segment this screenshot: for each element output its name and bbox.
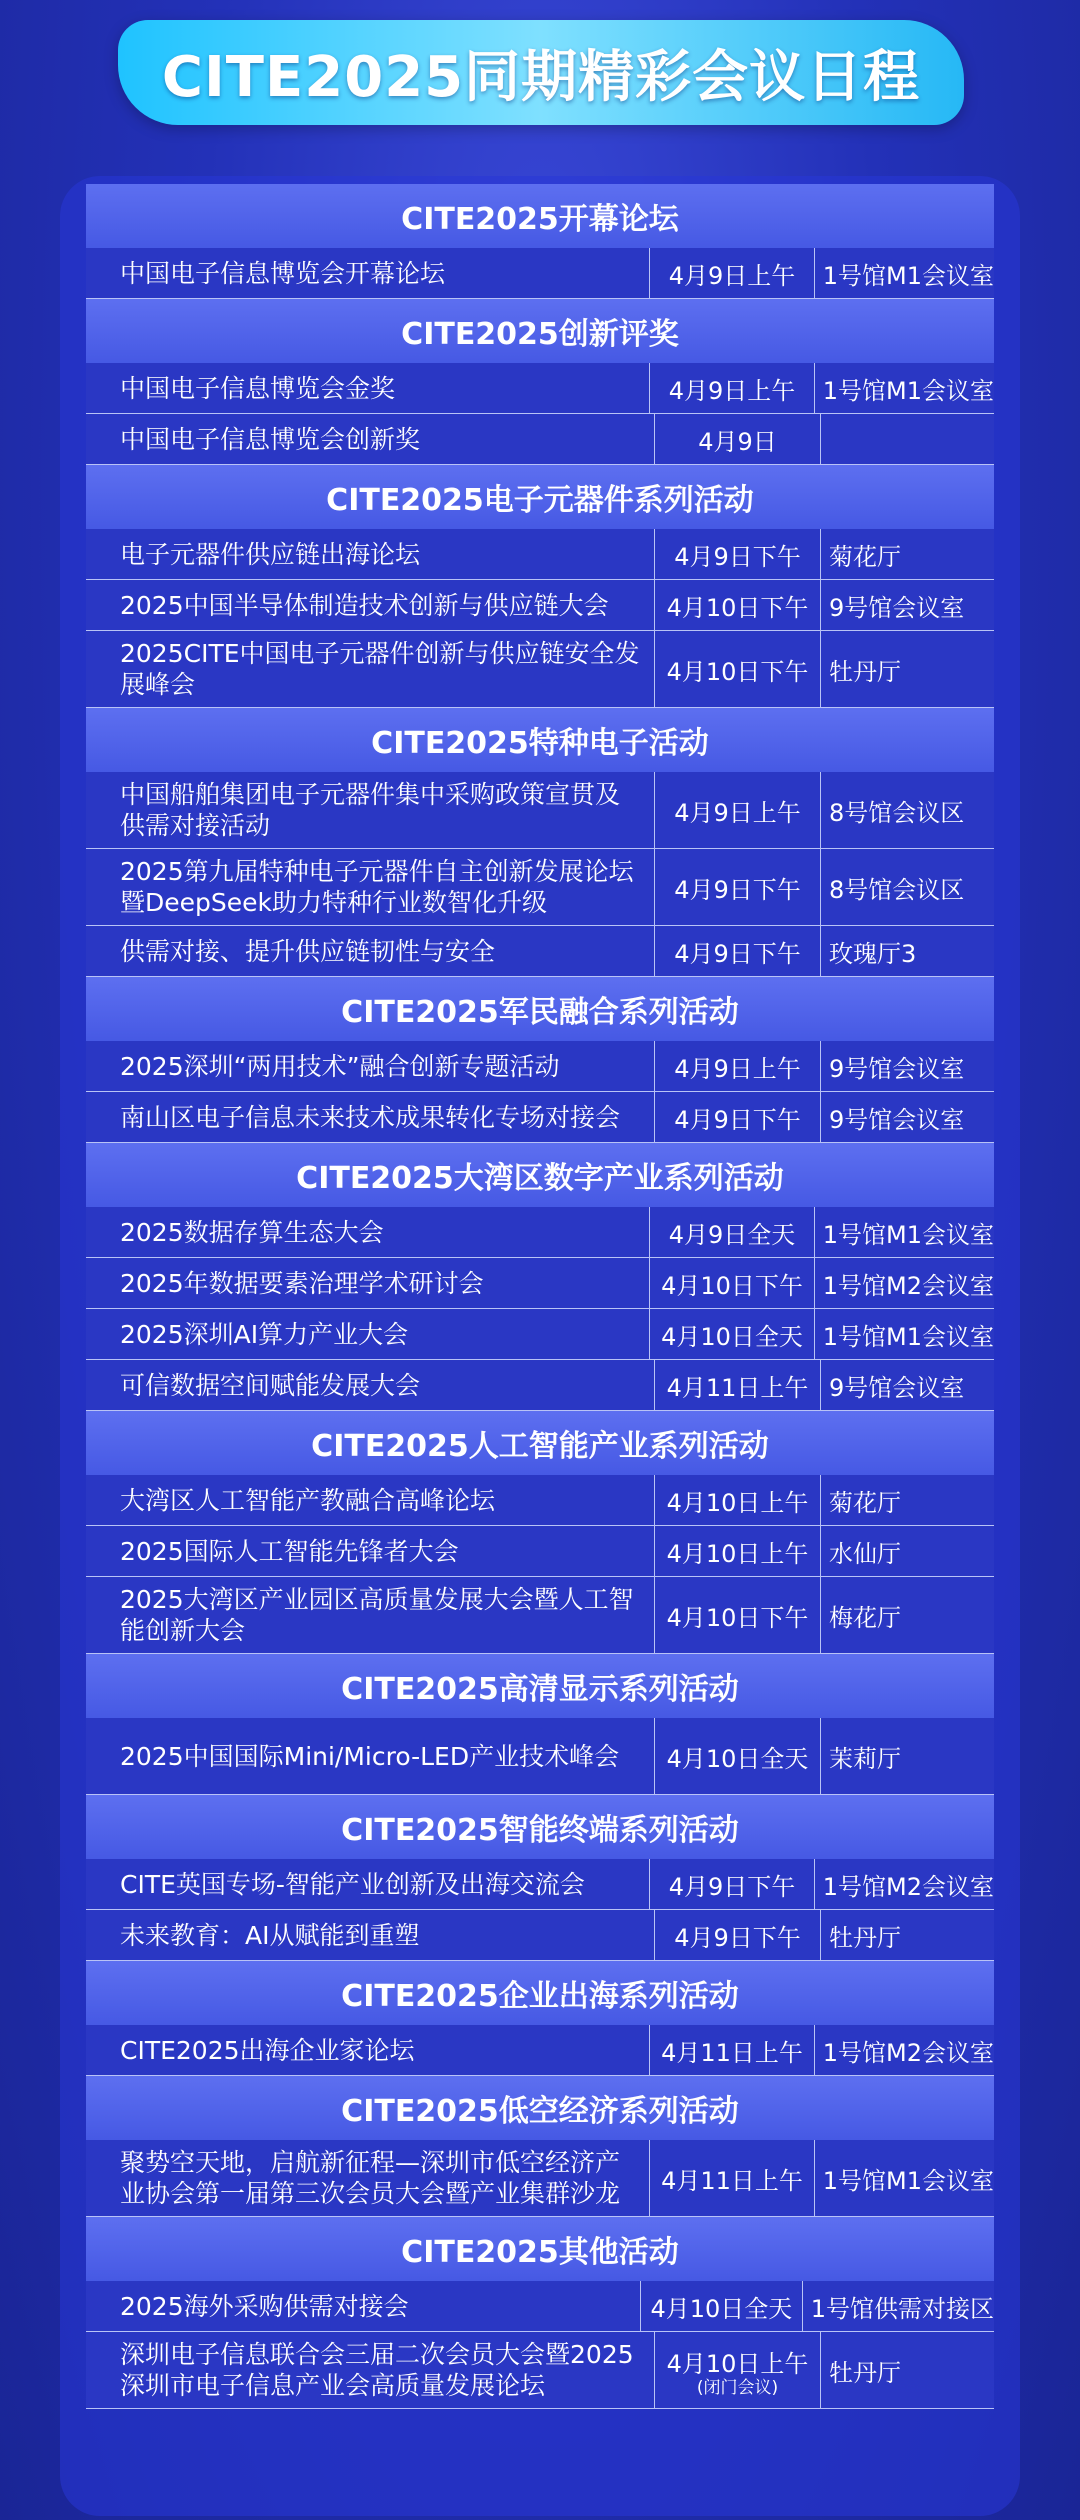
event-name: 2025国际人工智能先锋者大会 <box>120 1536 459 1566</box>
schedule-row <box>86 363 994 414</box>
event-venue: 9号馆会议室 <box>820 1092 994 1142</box>
event-date <box>649 2140 814 2216</box>
section-title: CITE2025其他活动 <box>86 2217 994 2281</box>
event-date-note: (闭门会议) <box>696 2377 779 2398</box>
schedule-row <box>86 248 994 299</box>
event-date <box>654 926 820 976</box>
event-venue: 1号馆M1会议室 <box>814 2140 994 2216</box>
event-venue: 8号馆会议区 <box>820 849 994 925</box>
event-name: 2025海外采购供需对接会 <box>120 2291 409 2321</box>
event-venue: 玫瑰厅3 <box>820 926 994 976</box>
event-date-text: 4月10日上午 <box>666 2349 809 2378</box>
event-name: CITE2025出海企业家论坛 <box>120 2035 415 2065</box>
schedule-row <box>86 631 994 708</box>
event-date <box>654 849 820 925</box>
event-venue: 菊花厅 <box>820 529 994 579</box>
event-date <box>649 2025 814 2075</box>
schedule-row <box>86 1041 994 1092</box>
schedule-row <box>86 1859 994 1910</box>
event-date <box>649 1258 814 1308</box>
schedule-row <box>86 529 994 580</box>
event-date <box>649 1207 814 1257</box>
event-date <box>654 1910 820 1960</box>
event-venue: 1号馆M2会议室 <box>814 1859 994 1909</box>
event-venue: 梅花厅 <box>820 1577 994 1653</box>
event-date <box>649 1859 814 1909</box>
event-date <box>654 631 820 707</box>
section-title: CITE2025人工智能产业系列活动 <box>86 1411 994 1475</box>
event-name: 电子元器件供应链出海论坛 <box>120 539 421 569</box>
event-venue: 1号馆M2会议室 <box>814 2025 994 2075</box>
event-date-text: 4月9日下午 <box>668 1872 796 1901</box>
schedule-row <box>86 2332 994 2409</box>
event-date-text: 4月9日下午 <box>674 1105 801 1134</box>
event-date-text: 4月9日全天 <box>668 1220 796 1249</box>
event-name: 2025年数据要素治理学术研讨会 <box>120 1268 484 1298</box>
event-venue: 1号馆M1会议室 <box>814 248 994 298</box>
section-title: CITE2025智能终端系列活动 <box>86 1795 994 1859</box>
event-date-text: 4月10日全天 <box>666 1744 809 1773</box>
event-date <box>649 248 814 298</box>
event-date <box>654 1041 820 1091</box>
event-date-text: 4月11日上午 <box>661 2038 803 2067</box>
event-name: 供需对接、提升供应链韧性与安全 <box>120 936 496 966</box>
section-title: CITE2025特种电子活动 <box>86 708 994 772</box>
event-name: 2025深圳“两用技术”融合创新专题活动 <box>120 1051 560 1081</box>
event-name: 中国电子信息博览会金奖 <box>120 373 396 403</box>
event-date-text: 4月10日全天 <box>661 1322 803 1351</box>
event-date <box>654 1526 820 1576</box>
schedule-row <box>86 1258 994 1309</box>
event-date-text: 4月9日上午 <box>674 798 801 827</box>
section-title: CITE2025低空经济系列活动 <box>86 2076 994 2140</box>
schedule-row <box>86 1475 994 1526</box>
event-venue: 1号馆供需对接区 <box>802 2281 994 2331</box>
schedule-row <box>86 1207 994 1258</box>
event-venue: 牡丹厅 <box>820 1910 994 1960</box>
schedule-row <box>86 1577 994 1654</box>
event-date <box>654 529 820 579</box>
event-date-text: 4月10日上午 <box>666 1488 809 1517</box>
schedule-row <box>86 849 994 926</box>
event-venue: 9号馆会议室 <box>820 1360 994 1410</box>
schedule-row <box>86 2025 994 2076</box>
event-venue: 1号馆M2会议室 <box>814 1258 994 1308</box>
event-date-text: 4月9日上午 <box>668 261 796 290</box>
event-name: 2025深圳AI算力产业大会 <box>120 1319 409 1349</box>
schedule-row <box>86 414 994 465</box>
event-name: 聚势空天地，启航新征程—深圳市低空经济产业协会第一届第三次会员大会暨产业集群沙龙 <box>120 2148 621 2208</box>
schedule-row <box>86 1092 994 1143</box>
event-venue: 茉莉厅 <box>820 1718 994 1794</box>
event-date <box>654 580 820 630</box>
event-name: 中国电子信息博览会开幕论坛 <box>120 258 446 288</box>
event-name: 2025大湾区产业园区高质量发展大会暨人工智能创新大会 <box>120 1585 634 1645</box>
page-title: CITE2025同期精彩会议日程 <box>161 44 921 110</box>
event-name: 未来教育：AI从赋能到重塑 <box>120 1920 420 1950</box>
event-venue: 9号馆会议室 <box>820 1041 994 1091</box>
event-venue: 1号馆M1会议室 <box>814 1207 994 1257</box>
event-name: 大湾区人工智能产教融合高峰论坛 <box>120 1485 496 1515</box>
schedule-row <box>86 772 994 849</box>
event-name: 2025中国半导体制造技术创新与供应链大会 <box>120 590 609 620</box>
event-name: 南山区电子信息未来技术成果转化专场对接会 <box>120 1102 621 1132</box>
section-title: CITE2025高清显示系列活动 <box>86 1654 994 1718</box>
event-name: 2025中国国际Mini/Micro-LED产业技术峰会 <box>120 1741 620 1771</box>
event-venue: 8号馆会议区 <box>820 772 994 848</box>
schedule-panel <box>60 176 1020 2516</box>
event-date <box>654 1360 820 1410</box>
schedule-row <box>86 1910 994 1961</box>
event-date-text: 4月9日下午 <box>674 1923 801 1952</box>
event-date-text: 4月10日全天 <box>650 2294 793 2323</box>
event-name: 中国船舶集团电子元器件集中采购政策宣贯及供需对接活动 <box>120 780 621 840</box>
section-title: CITE2025电子元器件系列活动 <box>86 465 994 529</box>
event-date <box>649 363 814 413</box>
event-venue: 菊花厅 <box>820 1475 994 1525</box>
event-name: 2025数据存算生态大会 <box>120 1217 384 1247</box>
event-venue: 1号馆M1会议室 <box>814 363 994 413</box>
event-venue <box>820 414 994 464</box>
event-date <box>654 1475 820 1525</box>
event-date <box>654 1092 820 1142</box>
schedule-row <box>86 580 994 631</box>
event-name: 深圳电子信息联合会三届二次会员大会暨2025深圳市电子信息产业会高质量发展论坛 <box>120 2340 634 2400</box>
event-date <box>654 1718 820 1794</box>
schedule-row <box>86 2140 994 2217</box>
event-name: 中国电子信息博览会创新奖 <box>120 424 421 454</box>
event-venue: 牡丹厅 <box>820 631 994 707</box>
event-date <box>654 2332 820 2408</box>
event-venue: 9号馆会议室 <box>820 580 994 630</box>
event-date-text: 4月9日 <box>698 427 777 456</box>
event-date-text: 4月10日下午 <box>666 1603 809 1632</box>
event-date <box>654 772 820 848</box>
event-date-text: 4月9日下午 <box>674 875 801 904</box>
title-banner <box>118 20 964 125</box>
event-date-text: 4月9日下午 <box>674 542 801 571</box>
section-title: CITE2025军民融合系列活动 <box>86 977 994 1041</box>
event-venue: 1号馆M1会议室 <box>814 1309 994 1359</box>
section-title: CITE2025大湾区数字产业系列活动 <box>86 1143 994 1207</box>
event-date <box>654 1577 820 1653</box>
event-date-text: 4月9日下午 <box>674 939 801 968</box>
event-date <box>654 414 820 464</box>
event-date-text: 4月10日上午 <box>666 1539 809 1568</box>
section-title: CITE2025企业出海系列活动 <box>86 1961 994 2025</box>
schedule-row <box>86 926 994 977</box>
schedule-row <box>86 1360 994 1411</box>
event-name: 2025第九届特种电子元器件自主创新发展论坛暨DeepSeek助力特种行业数智化升级 <box>120 857 634 917</box>
event-date-text: 4月9日上午 <box>674 1054 801 1083</box>
event-date-text: 4月10日下午 <box>666 657 809 686</box>
event-venue: 水仙厅 <box>820 1526 994 1576</box>
event-date <box>649 1309 814 1359</box>
event-date <box>640 2281 802 2331</box>
event-name: 2025CITE中国电子元器件创新与供应链安全发展峰会 <box>120 639 640 699</box>
event-date-text: 4月11日上午 <box>666 1373 809 1402</box>
event-venue: 牡丹厅 <box>820 2332 994 2408</box>
schedule-row <box>86 2281 994 2332</box>
event-name: 可信数据空间赋能发展大会 <box>120 1370 421 1400</box>
schedule-row <box>86 1309 994 1360</box>
event-name: CITE英国专场-智能产业创新及出海交流会 <box>120 1869 585 1899</box>
schedule-row <box>86 1718 994 1795</box>
event-date-text: 4月11日上午 <box>661 2166 803 2195</box>
schedule-row <box>86 1526 994 1577</box>
event-date-text: 4月10日下午 <box>666 593 809 622</box>
section-title: CITE2025创新评奖 <box>86 299 994 363</box>
event-date-text: 4月10日下午 <box>661 1271 803 1300</box>
section-title: CITE2025开幕论坛 <box>86 184 994 248</box>
event-date-text: 4月9日上午 <box>668 376 796 405</box>
